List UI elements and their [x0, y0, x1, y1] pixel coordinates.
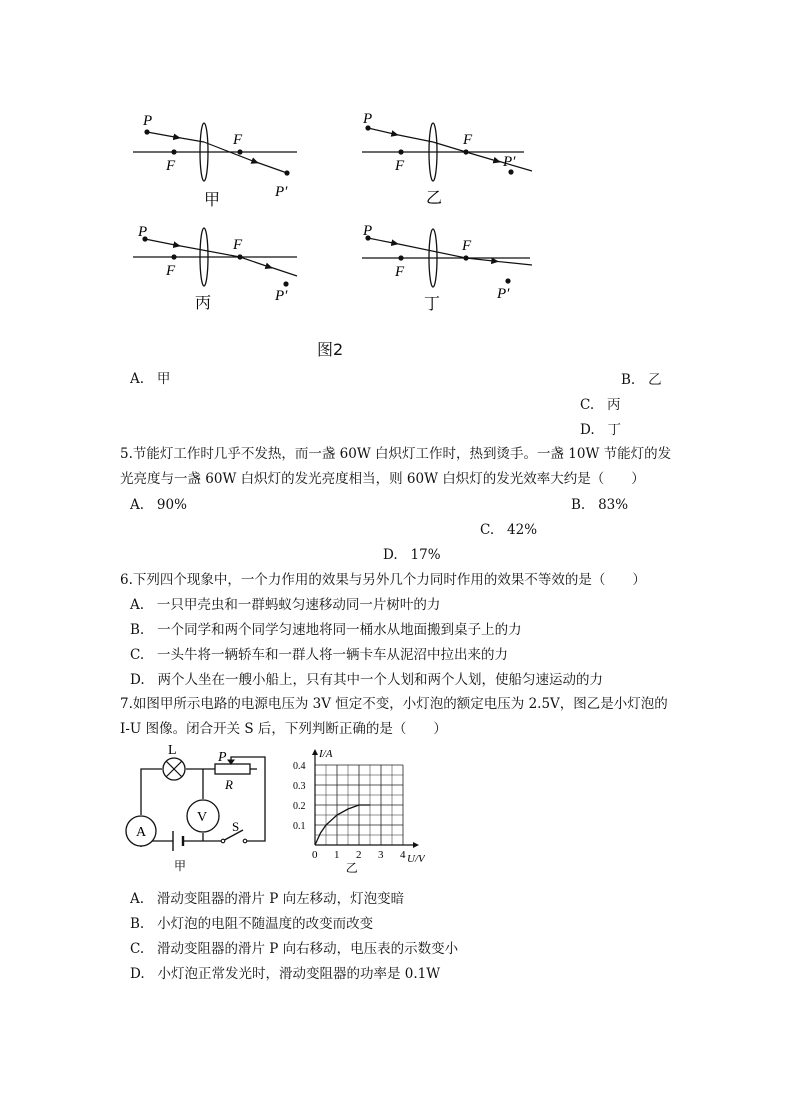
q4-option-d	[580, 421, 621, 439]
option-letter: B.	[130, 622, 145, 638]
label-p-prime: P′	[275, 288, 288, 304]
option-text: 一只甲壳虫和一群蚂蚁匀速移动同一片树叶的力	[156, 597, 441, 613]
panel-name: 丁	[424, 296, 441, 313]
option-text: 42%	[507, 522, 538, 538]
option-text: 丙	[607, 397, 621, 413]
option-text: 两个人坐在一艘小船上，只有其中一个人划和两个人划，使船匀速运动的力	[157, 672, 604, 688]
point-p-prime	[508, 169, 513, 174]
q6-option-c	[130, 646, 508, 664]
light-ray	[396, 135, 433, 143]
option-text: 丁	[607, 422, 622, 438]
option-text: 小灯泡的电阻不随温度的改变而改变	[157, 916, 374, 932]
q4-option-a	[130, 370, 170, 388]
point-p-prime	[505, 278, 510, 283]
option-text: 甲	[156, 371, 171, 387]
chart-caption: 乙	[345, 861, 358, 875]
focus-left	[171, 149, 176, 154]
q5-stem-line2: 光亮度与一盏 60W 白炽灯的发光亮度相当，则 60W 白炽灯的发光效率大约是（ ）	[120, 471, 645, 487]
label-p: P	[363, 111, 373, 127]
x-tick-label: 3	[378, 849, 384, 861]
label-f-right: F	[462, 238, 472, 254]
rheostat	[215, 764, 250, 774]
switch	[221, 839, 225, 843]
panel-ding	[362, 223, 532, 313]
focus-left	[398, 149, 403, 154]
label-f-right: F	[463, 132, 473, 148]
x-tick-label: 4	[400, 849, 406, 861]
panel-yi	[362, 111, 532, 207]
label-ammeter: A	[136, 825, 147, 840]
q7-option-c	[130, 940, 458, 958]
label-p-prime: P′	[497, 286, 510, 302]
label-f-left: F	[166, 158, 176, 174]
option-letter: D.	[130, 672, 145, 688]
label-voltmeter: V	[197, 810, 208, 825]
option-text: 83%	[598, 497, 629, 513]
light-ray	[178, 246, 240, 258]
light-ray	[466, 152, 500, 162]
light-ray	[368, 128, 398, 135]
x-axis-label: U/V	[407, 853, 425, 865]
focus-left	[398, 255, 403, 260]
option-text: 一个同学和两个同学匀速地将同一桶水从地面搬到桌子上的力	[157, 622, 522, 638]
option-letter: D.	[130, 966, 145, 982]
q4-option-c	[580, 396, 621, 414]
q7-option-d	[130, 965, 440, 983]
label-p: P	[138, 224, 148, 240]
panel-jia	[133, 113, 297, 209]
light-ray	[496, 261, 532, 265]
light-ray	[368, 238, 398, 244]
panel-name: 甲	[204, 192, 221, 209]
option-letter: C.	[130, 647, 145, 663]
point-p-prime	[283, 281, 288, 286]
label-p: P	[143, 113, 153, 129]
panel-name: 丙	[195, 295, 212, 312]
label-rheostat: R	[225, 777, 233, 792]
x-tick-label: 1	[334, 849, 340, 861]
label-f-right: F	[233, 237, 243, 253]
option-text: 17%	[410, 547, 441, 563]
circuit-wire	[141, 769, 162, 815]
light-ray	[240, 257, 272, 268]
q5-option-a	[130, 496, 187, 514]
option-letter: A.	[130, 497, 145, 513]
option-letter: C.	[480, 522, 495, 538]
q7-option-a	[130, 890, 404, 908]
x-tick-label: 0	[312, 849, 318, 861]
y-axis-arrow	[312, 749, 318, 755]
option-letter: B.	[621, 372, 636, 388]
x-tick-label: 2	[356, 849, 362, 861]
option-letter: A.	[130, 597, 145, 613]
label-f-left: F	[395, 264, 405, 280]
focus-left	[171, 254, 176, 259]
y-tick-label: 0.3	[293, 781, 306, 792]
light-ray	[433, 142, 466, 152]
q5-option-d	[383, 546, 441, 564]
label-f-left: F	[395, 158, 405, 174]
option-text: 一头牛将一辆轿车和一群人将一辆卡车从泥沼中拉出来的力	[157, 647, 509, 663]
circuit-diagram	[115, 745, 280, 875]
q5-option-b	[571, 496, 628, 514]
q5-stem-line1: 5.节能灯工作时几乎不发热，而一盏 60W 白炽灯工作时，热到烫手。一盏 10W 节能灯的发	[120, 446, 672, 462]
option-letter: B.	[571, 497, 586, 513]
x-axis-arrow	[413, 842, 419, 848]
option-text: 乙	[648, 372, 662, 388]
iu-chart	[285, 745, 425, 880]
q4-option-b	[621, 371, 662, 389]
switch	[243, 839, 247, 843]
q5-option-c	[480, 521, 537, 539]
label-switch: S	[232, 819, 240, 834]
y-tick-label: 0.4	[293, 761, 306, 772]
light-ray	[256, 162, 287, 173]
y-axis-label: I/A	[319, 748, 333, 760]
option-letter: B.	[130, 916, 145, 932]
label-p-prime: P′	[503, 154, 516, 170]
q6-option-b	[130, 621, 522, 639]
option-letter: A.	[130, 891, 145, 907]
y-tick-label: 0.2	[293, 801, 306, 812]
label-lamp: L	[168, 745, 177, 758]
label-slider: P	[218, 750, 227, 765]
option-letter: C.	[130, 941, 145, 957]
panel-name: 乙	[426, 190, 443, 207]
q6-stem: 6.下列四个现象中，一个力作用的效果与另外几个力同时作用的效果不等效的是（ ）	[120, 572, 646, 588]
label-p-prime: P′	[275, 184, 288, 200]
circuit-caption: 甲	[174, 859, 187, 873]
light-ray	[396, 244, 466, 259]
option-text: 滑动变阻器的滑片 P 向右移动，电压表的示数变小	[157, 941, 459, 957]
light-ray	[145, 239, 180, 246]
light-ray	[147, 132, 180, 138]
q7-stem-line1: 7.如图甲所示电路的电源电压为 3V 恒定不变，小灯泡的额定电压为 2.5V，图乙是小灯泡的	[120, 696, 668, 712]
panel-bing	[133, 224, 297, 312]
option-letter: A.	[130, 371, 145, 387]
option-letter: D.	[580, 422, 595, 438]
light-ray	[270, 267, 297, 276]
y-tick-label: 0.1	[293, 821, 306, 832]
q7-option-b	[130, 915, 373, 933]
figure-caption: 图2	[317, 340, 344, 359]
option-letter: C.	[580, 397, 595, 413]
label-f-left: F	[166, 263, 176, 279]
option-text: 小灯泡正常发光时，滑动变阻器的功率是 0.1W	[157, 966, 441, 982]
focus-right	[237, 149, 242, 154]
label-p: P	[363, 223, 373, 239]
option-letter: D.	[383, 547, 398, 563]
q6-option-d	[130, 671, 603, 689]
option-text: 滑动变阻器的滑片 P 向左移动，灯泡变暗	[156, 891, 405, 907]
label-f-right: F	[233, 132, 243, 148]
q7-stem-line2: I-U 图像。闭合开关 S 后，下列判断正确的是（ ）	[120, 721, 447, 737]
option-text: 90%	[156, 497, 187, 513]
lens-figure	[0, 0, 790, 330]
q6-option-a	[130, 596, 440, 614]
